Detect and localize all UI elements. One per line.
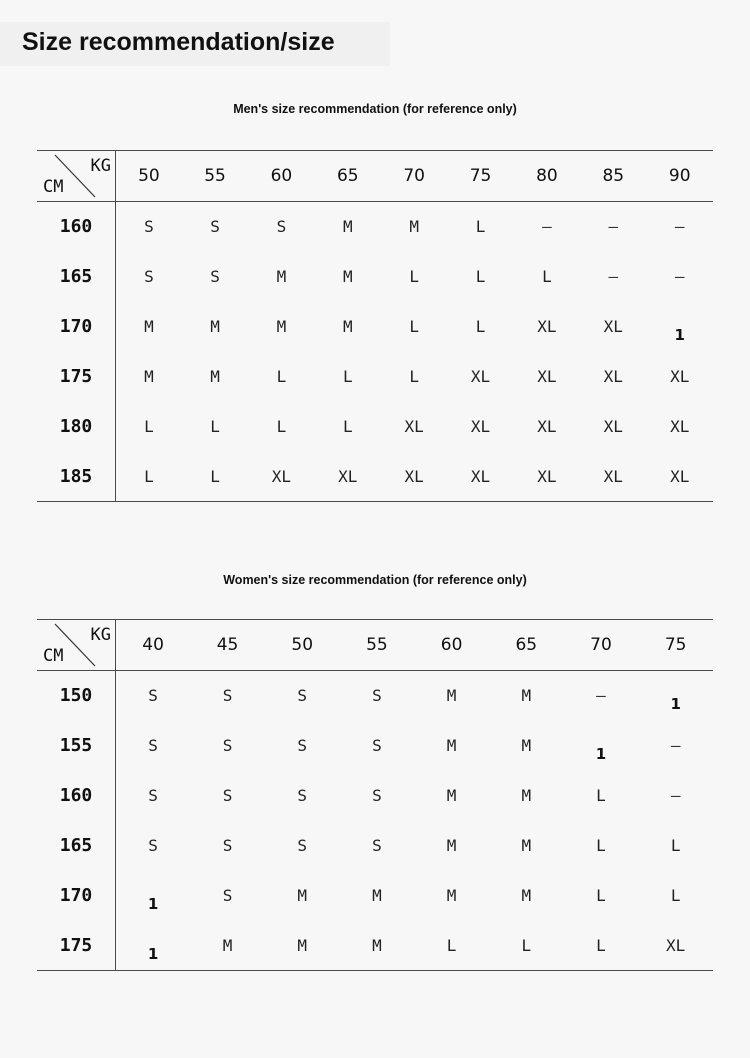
size-cell: XL xyxy=(647,452,714,502)
size-cell: XL xyxy=(537,367,557,386)
size-cell: — xyxy=(674,267,685,286)
size-cell-mark: 1 xyxy=(147,895,159,913)
size-cell: XL xyxy=(537,417,557,436)
height-cell: 180 xyxy=(37,402,116,452)
women-size-table xyxy=(37,619,713,971)
men-corner-cell xyxy=(37,151,116,202)
size-cell: M xyxy=(144,367,154,386)
size-cell: M xyxy=(210,367,220,386)
table-row xyxy=(37,302,713,352)
size-cell: S xyxy=(372,686,382,706)
size-cell: XL xyxy=(315,452,381,502)
size-cell: S xyxy=(222,686,233,706)
size-cell: XL xyxy=(670,367,690,386)
size-cell: L xyxy=(489,921,564,971)
height-cell: 175 xyxy=(37,352,116,402)
size-cell: M xyxy=(521,886,532,905)
size-cell: L xyxy=(182,452,248,502)
size-cell: XL xyxy=(447,452,513,502)
weight-header: 65 xyxy=(315,151,381,202)
size-cell: M xyxy=(446,886,457,905)
size-cell: L xyxy=(144,417,154,436)
table-row xyxy=(37,871,713,921)
size-cell: M xyxy=(342,267,353,286)
height-cell: 160 xyxy=(37,202,116,252)
size-cell: L xyxy=(409,267,419,286)
height-cell: 170 xyxy=(37,302,116,352)
weight-header: 70 xyxy=(564,620,639,671)
women-corner-cell xyxy=(37,620,116,671)
height-cell: 165 xyxy=(37,252,116,302)
size-cell: — xyxy=(542,217,552,237)
height-cell: 165 xyxy=(37,821,116,871)
weight-header: 40 xyxy=(116,620,191,671)
size-cell: M xyxy=(144,317,154,336)
size-cell: — xyxy=(670,786,681,805)
size-cell: S xyxy=(372,786,382,805)
size-cell: L xyxy=(542,267,552,286)
size-cell: L xyxy=(475,317,486,336)
table-row xyxy=(37,252,713,302)
height-cell: 175 xyxy=(37,921,116,971)
size-cell: M xyxy=(372,886,382,905)
height-cell: 160 xyxy=(37,771,116,821)
weight-header: 60 xyxy=(248,151,314,202)
size-cell: L xyxy=(475,217,486,237)
height-cell: 155 xyxy=(37,721,116,771)
size-cell: S xyxy=(222,736,233,755)
weight-header: 55 xyxy=(340,620,415,671)
size-cell: M xyxy=(190,921,265,971)
size-cell: XL xyxy=(603,417,623,436)
size-cell xyxy=(564,721,639,771)
size-cell: S xyxy=(222,836,233,855)
size-cell: L xyxy=(409,317,419,336)
size-cell: M xyxy=(342,217,353,237)
height-cell: 170 xyxy=(37,871,116,921)
table-row xyxy=(37,202,713,252)
weight-header: 45 xyxy=(190,620,265,671)
weight-header: 65 xyxy=(489,620,564,671)
size-cell: M xyxy=(340,921,415,971)
size-cell: M xyxy=(276,317,287,336)
weight-header: 90 xyxy=(647,151,714,202)
table-row xyxy=(37,671,713,721)
size-cell: S xyxy=(210,267,220,286)
size-cell: L xyxy=(276,367,287,386)
size-cell: XL xyxy=(537,317,557,336)
weight-header: 60 xyxy=(414,620,489,671)
size-cell xyxy=(116,921,191,971)
size-cell: M xyxy=(276,267,287,286)
height-cell: 185 xyxy=(37,452,116,502)
size-cell: S xyxy=(222,886,233,905)
men-size-table xyxy=(37,150,713,502)
size-cell: S xyxy=(144,217,154,237)
size-cell: S xyxy=(297,686,308,706)
size-cell: L xyxy=(409,367,419,386)
size-cell-mark: 1 xyxy=(670,695,681,714)
size-cell: M xyxy=(521,736,532,755)
size-cell: XL xyxy=(603,367,623,386)
size-cell: S xyxy=(276,217,287,237)
table-row xyxy=(37,352,713,402)
size-cell: L xyxy=(596,786,606,805)
women-section-title: Women's size recommendation (for reference only) xyxy=(223,573,527,587)
size-cell: M xyxy=(521,786,532,805)
weight-header: 50 xyxy=(265,620,340,671)
size-cell: M xyxy=(521,836,532,855)
size-cell: L xyxy=(276,417,287,436)
size-cell: L xyxy=(596,836,606,855)
size-cell: — xyxy=(596,686,606,706)
size-cell xyxy=(647,302,714,352)
weight-axis-label: KG xyxy=(90,156,111,176)
size-cell: S xyxy=(148,836,158,855)
table-row xyxy=(37,452,713,502)
men-section-title: Men's size recommendation (for reference only) xyxy=(233,102,517,116)
size-cell: L xyxy=(670,836,681,855)
size-cell: XL xyxy=(404,417,424,436)
size-cell: S xyxy=(222,786,233,805)
size-cell: L xyxy=(210,417,220,436)
table-row xyxy=(37,821,713,871)
size-cell: S xyxy=(144,267,154,286)
size-cell: S xyxy=(372,736,382,755)
weight-header: 85 xyxy=(580,151,646,202)
size-cell: L xyxy=(342,417,353,436)
size-cell: XL xyxy=(381,452,447,502)
size-cell: L xyxy=(414,921,489,971)
men-header-row xyxy=(37,151,713,202)
weight-header: 75 xyxy=(447,151,513,202)
weight-header: 75 xyxy=(638,620,713,671)
size-cell: — xyxy=(674,217,685,237)
table-row xyxy=(37,771,713,821)
size-cell: S xyxy=(372,836,382,855)
size-cell: M xyxy=(521,686,532,706)
size-cell: — xyxy=(608,267,619,286)
size-cell: XL xyxy=(580,452,646,502)
weight-header: 50 xyxy=(116,151,182,202)
size-cell: XL xyxy=(603,317,623,336)
table-row xyxy=(37,721,713,771)
size-cell: L xyxy=(475,267,486,286)
size-cell: L xyxy=(116,452,182,502)
size-cell: S xyxy=(210,217,220,237)
height-axis-label: CM xyxy=(43,646,64,666)
page-title: Size recommendation/size xyxy=(22,28,335,56)
size-cell-mark: 1 xyxy=(595,745,607,763)
size-cell: L xyxy=(564,921,639,971)
size-cell: L xyxy=(596,886,606,905)
size-cell: S xyxy=(148,786,158,805)
size-cell: — xyxy=(608,217,619,237)
size-cell: — xyxy=(670,736,681,755)
size-cell: S xyxy=(148,736,158,755)
size-cell-mark: 1 xyxy=(674,326,685,344)
size-cell xyxy=(638,671,713,721)
weight-header: 70 xyxy=(381,151,447,202)
weight-axis-label: KG xyxy=(90,625,111,645)
table-row xyxy=(37,921,713,971)
size-cell xyxy=(116,871,191,921)
weight-header: 55 xyxy=(182,151,248,202)
size-cell: S xyxy=(297,736,308,755)
size-cell: XL xyxy=(638,921,713,971)
size-cell: S xyxy=(297,836,308,855)
table-row xyxy=(37,402,713,452)
size-cell: XL xyxy=(470,367,491,386)
size-cell-mark: 1 xyxy=(147,944,159,963)
size-cell: M xyxy=(210,317,220,336)
size-cell: XL xyxy=(470,417,491,436)
women-header-row xyxy=(37,620,713,671)
size-cell: M xyxy=(446,736,457,755)
size-cell: M xyxy=(342,317,353,336)
size-cell: XL xyxy=(514,452,580,502)
size-cell: S xyxy=(297,786,308,805)
size-cell: S xyxy=(148,686,158,706)
size-cell: XL xyxy=(670,417,690,436)
size-cell: M xyxy=(446,686,457,706)
size-cell: M xyxy=(297,886,308,905)
size-cell: M xyxy=(446,786,457,805)
size-cell: L xyxy=(342,367,353,386)
size-cell: XL xyxy=(248,452,314,502)
height-cell: 150 xyxy=(37,671,116,721)
height-axis-label: CM xyxy=(43,177,64,197)
size-cell: M xyxy=(265,921,340,971)
size-cell: M xyxy=(409,217,419,237)
size-cell: M xyxy=(446,836,457,855)
weight-header: 80 xyxy=(514,151,580,202)
size-cell: L xyxy=(670,886,681,905)
